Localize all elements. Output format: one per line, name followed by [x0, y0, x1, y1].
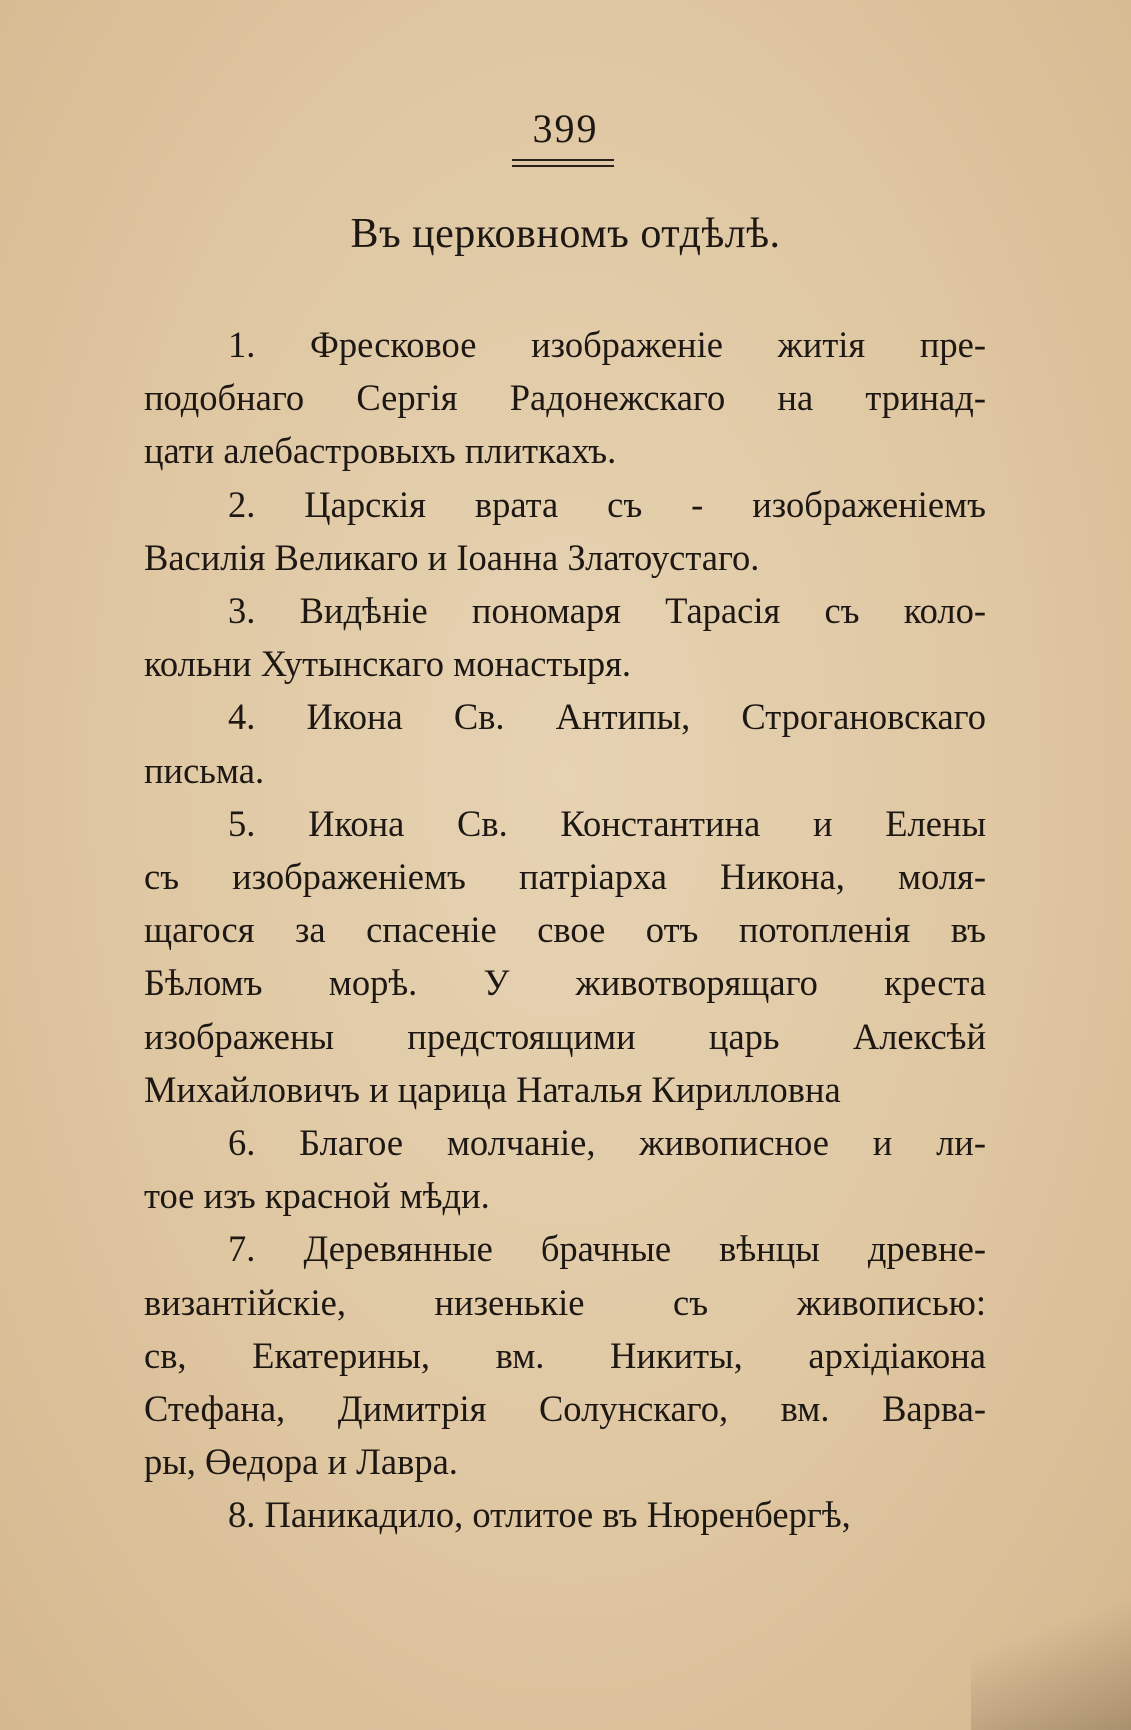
- text-line: 1. Фресковое изображеніе житія пре-: [228, 324, 986, 365]
- text-line: Михайловичъ и царица Наталья Кирилловна: [144, 1068, 841, 1110]
- text-line: ры, Өедора и Лавра.: [144, 1441, 458, 1483]
- text-line: Василія Великаго и Іоанна Златоустаго.: [144, 536, 760, 578]
- list-item: [144, 797, 986, 1116]
- page-number: 399: [532, 106, 599, 151]
- text-line: съ изображеніемъ патріарха Никона, моля-: [144, 856, 986, 898]
- text-line: щагося за спасеніе свое отъ потопленія въ: [144, 909, 986, 951]
- text-line: 7. Деревянные брачные вѣнцы древне-: [228, 1228, 986, 1270]
- text-line: 5. Икона Св. Константина и Елены: [228, 802, 986, 844]
- list-item: [144, 478, 986, 584]
- text-line: 2. Царскія врата съ - изображеніемъ: [228, 483, 986, 525]
- text-line: 8. Паникадило, отлитое въ Нюренбергѣ,: [228, 1494, 851, 1536]
- text-line: 4. Икона Св. Антипы, Строгановскаго: [228, 696, 986, 738]
- text-line: письма.: [144, 749, 265, 791]
- page-number-rule-bottom: [512, 165, 614, 167]
- text-line: цати алебастровыхъ плиткахъ.: [144, 430, 617, 472]
- list-item: [144, 318, 986, 478]
- text-line: подобнаго Сергія Радонежскаго на тринад-: [144, 377, 986, 419]
- text-line: изображены предстоящими царь Алексѣй: [144, 1015, 986, 1057]
- text-line: византійскіе, низенькіе съ живописью:: [144, 1281, 986, 1323]
- section-heading: Въ церковномъ отдѣлѣ.: [350, 211, 781, 257]
- text-line: 3. Видѣніе пономаря Тарасія съ коло-: [228, 590, 986, 632]
- text-line: Бѣломъ морѣ. У животворящаго креста: [144, 962, 986, 1004]
- list-item: [144, 1222, 986, 1488]
- text-line: тое изъ красной мѣди.: [144, 1175, 490, 1217]
- list-item: [144, 1488, 986, 1541]
- page-number-rule-top: [512, 159, 614, 161]
- text-line: 6. Благое молчаніе, живописное и ли-: [228, 1122, 986, 1164]
- list-item: [144, 690, 986, 796]
- text-line: св, Екатерины, вм. Никиты, архідіакона: [144, 1334, 986, 1376]
- list-item: [144, 584, 986, 690]
- text-line: Стефана, Димитрія Солунскаго, вм. Варва-: [144, 1388, 986, 1430]
- page-corner-shadow: [971, 1490, 1131, 1730]
- text-body: [144, 318, 986, 1542]
- text-line: кольни Хутынскаго монастыря.: [144, 643, 632, 685]
- list-item: [144, 1116, 986, 1222]
